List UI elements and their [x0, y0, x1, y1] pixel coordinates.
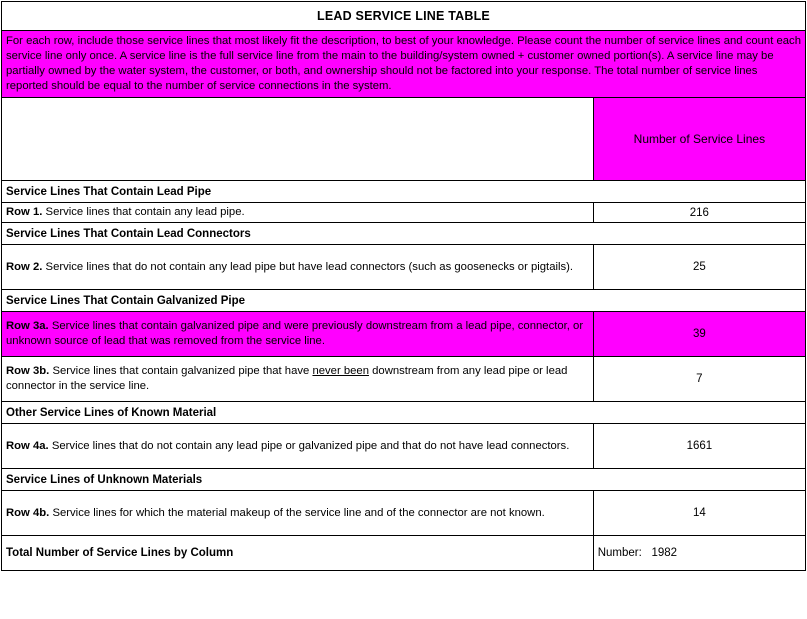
table-row [2, 424, 806, 469]
total-value-cell [593, 536, 805, 571]
row-4a-description [2, 424, 594, 469]
row-3b-text-underlined: never been [312, 365, 369, 377]
table-row [2, 203, 806, 223]
section-heading-unknown-row [2, 469, 806, 491]
section-heading-lead-pipe: Service Lines That Contain Lead Pipe [2, 181, 806, 203]
section-heading-lead-connectors-row [2, 223, 806, 245]
section-heading-lead-pipe-row [2, 181, 806, 203]
row-3b-value: 7 [593, 357, 805, 402]
row-3b-description [2, 357, 594, 402]
table-row [2, 357, 806, 402]
total-value-label: Number: [597, 547, 642, 560]
total-row [2, 536, 806, 571]
table-row [2, 245, 806, 290]
row-4a-label: Row 4a. [6, 439, 49, 452]
row-3a-text: Service lines that contain galvanized pipe and were previously downstream from a lead pipe, connector, or unknown source of lead that was removed from the service line. [6, 320, 584, 348]
row-4b-description [2, 491, 594, 536]
lead-service-line-table [1, 1, 806, 571]
row-4b-label: Row 4b. [6, 506, 50, 519]
section-heading-unknown-text: Service Lines of Unknown Materials [6, 473, 203, 486]
row-4a-value: 1661 [593, 424, 805, 469]
title-row [2, 2, 806, 31]
row-3b-text-before: Service lines that contain galvanized pipe that have [49, 365, 313, 377]
row-2-text: Service lines that do not contain any lead pipe but have lead connectors (such as goosenecks or pigtails). [42, 260, 574, 273]
instructions-text: For each row, include those service lines that most likely fit the description, to best of your knowledge. Please count the number of service lines and count each service line only once. A service line is the full service line from the main to the building/system owned + customer owned portion(s). A service line may be partially owned by the water system, the customer, or both, and ownership should not be factored into your response. The total number of service lines reported should be equal to the number of service connections in the system. [2, 31, 806, 98]
row-3b-label: Row 3b. [6, 365, 50, 377]
section-heading-unknown [2, 469, 806, 491]
section-heading-lead-connectors: Service Lines That Contain Lead Connectors [2, 223, 806, 245]
row-1-description [2, 203, 594, 223]
row-2-description [2, 245, 594, 290]
row-1-label: Row 1. [6, 206, 43, 218]
total-label: Total Number of Service Lines by Column [2, 536, 594, 571]
row-3a-label: Row 3a. [6, 320, 49, 332]
table-row [2, 491, 806, 536]
page-title: LEAD SERVICE LINE TABLE [2, 2, 806, 31]
section-heading-galvanized-pipe-row [2, 290, 806, 312]
row-3b-text-after: downstream from any lead pipe or lead connector in the service line. [6, 365, 568, 393]
row-2-label: Row 2. [6, 260, 43, 273]
total-value: 1982 [651, 547, 678, 560]
row-4a-text: Service lines that do not contain any lead pipe or galvanized pipe and that do not have lead connectors. [48, 439, 570, 452]
row-3a-description [2, 312, 594, 357]
row-1-value: 216 [593, 203, 805, 223]
table-row [2, 312, 806, 357]
header-blank-cell [2, 98, 594, 181]
column-header-number-of-service-lines: Number of Service Lines [593, 98, 805, 181]
section-heading-other-known: Other Service Lines of Known Material [2, 402, 806, 424]
instructions-row [2, 31, 806, 98]
column-header-row [2, 98, 806, 181]
row-4b-value: 14 [593, 491, 805, 536]
section-heading-other-known-row [2, 402, 806, 424]
row-1-text: Service lines that contain any lead pipe. [42, 206, 245, 218]
row-3a-value: 39 [593, 312, 805, 357]
row-4b-text: Service lines for which the material makeup of the service line and of the connector are not known. [49, 506, 545, 519]
row-2-value: 25 [593, 245, 805, 290]
section-heading-galvanized-pipe: Service Lines That Contain Galvanized Pipe [2, 290, 806, 312]
